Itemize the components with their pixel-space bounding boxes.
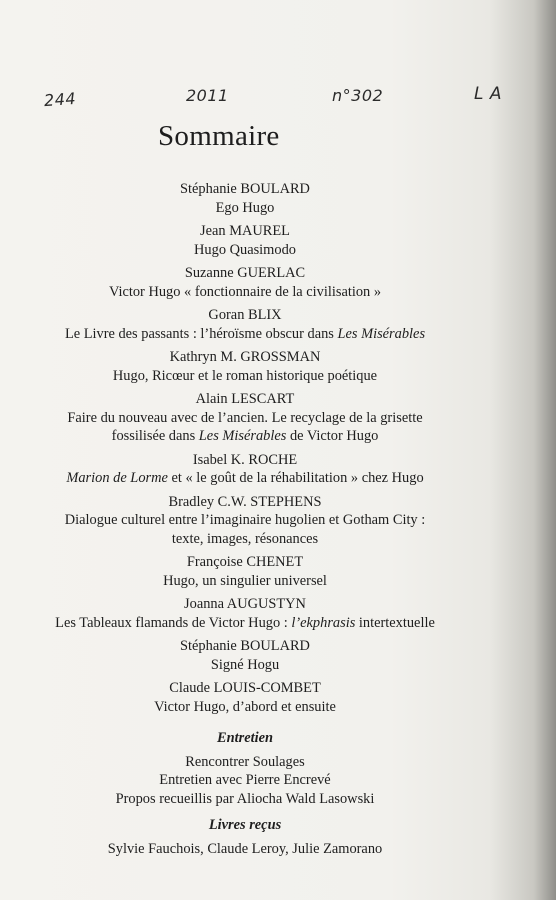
toc-entry	[0, 264, 490, 301]
entry-author: Kathryn M. GROSSMAN	[169, 349, 321, 365]
entry-title-text: intertextuelle	[355, 614, 435, 631]
entry-title-italic: Les Misérables	[198, 428, 287, 444]
page-title: Sommaire	[158, 120, 280, 152]
entry-author: Isabel K. ROCHE	[192, 451, 298, 468]
toc-entry	[0, 180, 490, 217]
toc-entry	[0, 451, 490, 488]
section-livres-recus	[0, 808, 490, 858]
section-line: Entretien avec Pierre Encrevé	[159, 772, 331, 788]
entry-title-italic: Les Misérables	[337, 325, 426, 342]
toc-entry	[0, 222, 490, 259]
section-heading: Entretien	[217, 730, 273, 746]
section-line: Rencontrer Soulages	[185, 753, 305, 770]
section-line: Propos recueillis par Aliocha Wald Lasowski	[115, 790, 375, 807]
entry-author: Françoise CHENET	[186, 554, 304, 570]
entry-title-text: de Victor Hugo	[286, 428, 379, 444]
toc-entry	[0, 553, 490, 590]
entry-author: Alain LESCART	[195, 391, 295, 407]
entry-title: Victor Hugo « fonctionnaire de la civilisation »	[108, 283, 382, 300]
toc-entry	[0, 595, 490, 632]
entry-title-text: Le Livre des passants : l’héroïsme obscur dans	[64, 325, 338, 342]
entry-title: Signé Hogu	[210, 656, 280, 673]
entry-title-line	[0, 427, 490, 446]
entry-author: Bradley C.W. STEPHENS	[168, 493, 322, 510]
toc-entry	[0, 679, 490, 716]
section-heading: Livres reçus	[208, 817, 282, 833]
entry-title-line: Dialogue culturel entre l’imaginaire hugolien et Gotham City :	[64, 512, 426, 528]
toc-entry	[0, 493, 490, 549]
handwritten-annotations	[0, 82, 556, 112]
entry-author: Claude LOUIS-COMBET	[169, 680, 321, 696]
entry-title	[0, 325, 490, 344]
annotation-code: L A	[474, 84, 503, 104]
entry-title-italic: Marion de Lorme	[66, 470, 168, 486]
toc-entry	[0, 637, 490, 674]
toc-entry	[0, 390, 490, 446]
entry-author: Stéphanie BOULARD	[180, 638, 310, 654]
entry-title-text: fossilisée dans	[111, 428, 199, 444]
table-of-contents	[0, 180, 490, 858]
entry-title-text: et « le goût de la réhabilitation » chez Hugo	[167, 470, 424, 486]
entry-title-line: Faire du nouveau avec de l’ancien. Le recyclage de la grisette	[67, 409, 423, 426]
toc-entry	[0, 306, 490, 343]
entry-author: Goran BLIX	[208, 307, 282, 323]
entry-title: Hugo, Ricœur et le roman historique poétique	[112, 367, 378, 384]
entry-title	[0, 469, 490, 488]
entry-title: Ego Hugo	[215, 199, 275, 216]
entry-title	[0, 614, 490, 633]
entry-title: Hugo, un singulier universel	[163, 572, 327, 589]
toc-entry	[0, 348, 490, 385]
entry-title-text: Les Tableaux flamands de Victor Hugo :	[55, 614, 292, 631]
annotation-year: 2011	[186, 86, 229, 105]
entry-title-italic: l’ekphrasis	[291, 614, 356, 631]
entry-author: Joanna AUGUSTYN	[184, 596, 306, 612]
section-entretien	[0, 721, 490, 808]
entry-author: Suzanne GUERLAC	[184, 265, 306, 281]
annotation-issue-number: n°302	[332, 86, 384, 105]
entry-author: Jean MAUREL	[200, 223, 290, 239]
entry-author: Stéphanie BOULARD	[180, 181, 310, 197]
entry-title: Victor Hugo, d’abord et ensuite	[154, 698, 336, 715]
annotation-page-number: 244	[43, 88, 77, 111]
entry-title-line: texte, images, résonances	[171, 530, 319, 547]
section-line: Sylvie Fauchois, Claude Leroy, Julie Zamorano	[107, 840, 383, 857]
entry-title: Hugo Quasimodo	[194, 241, 296, 258]
